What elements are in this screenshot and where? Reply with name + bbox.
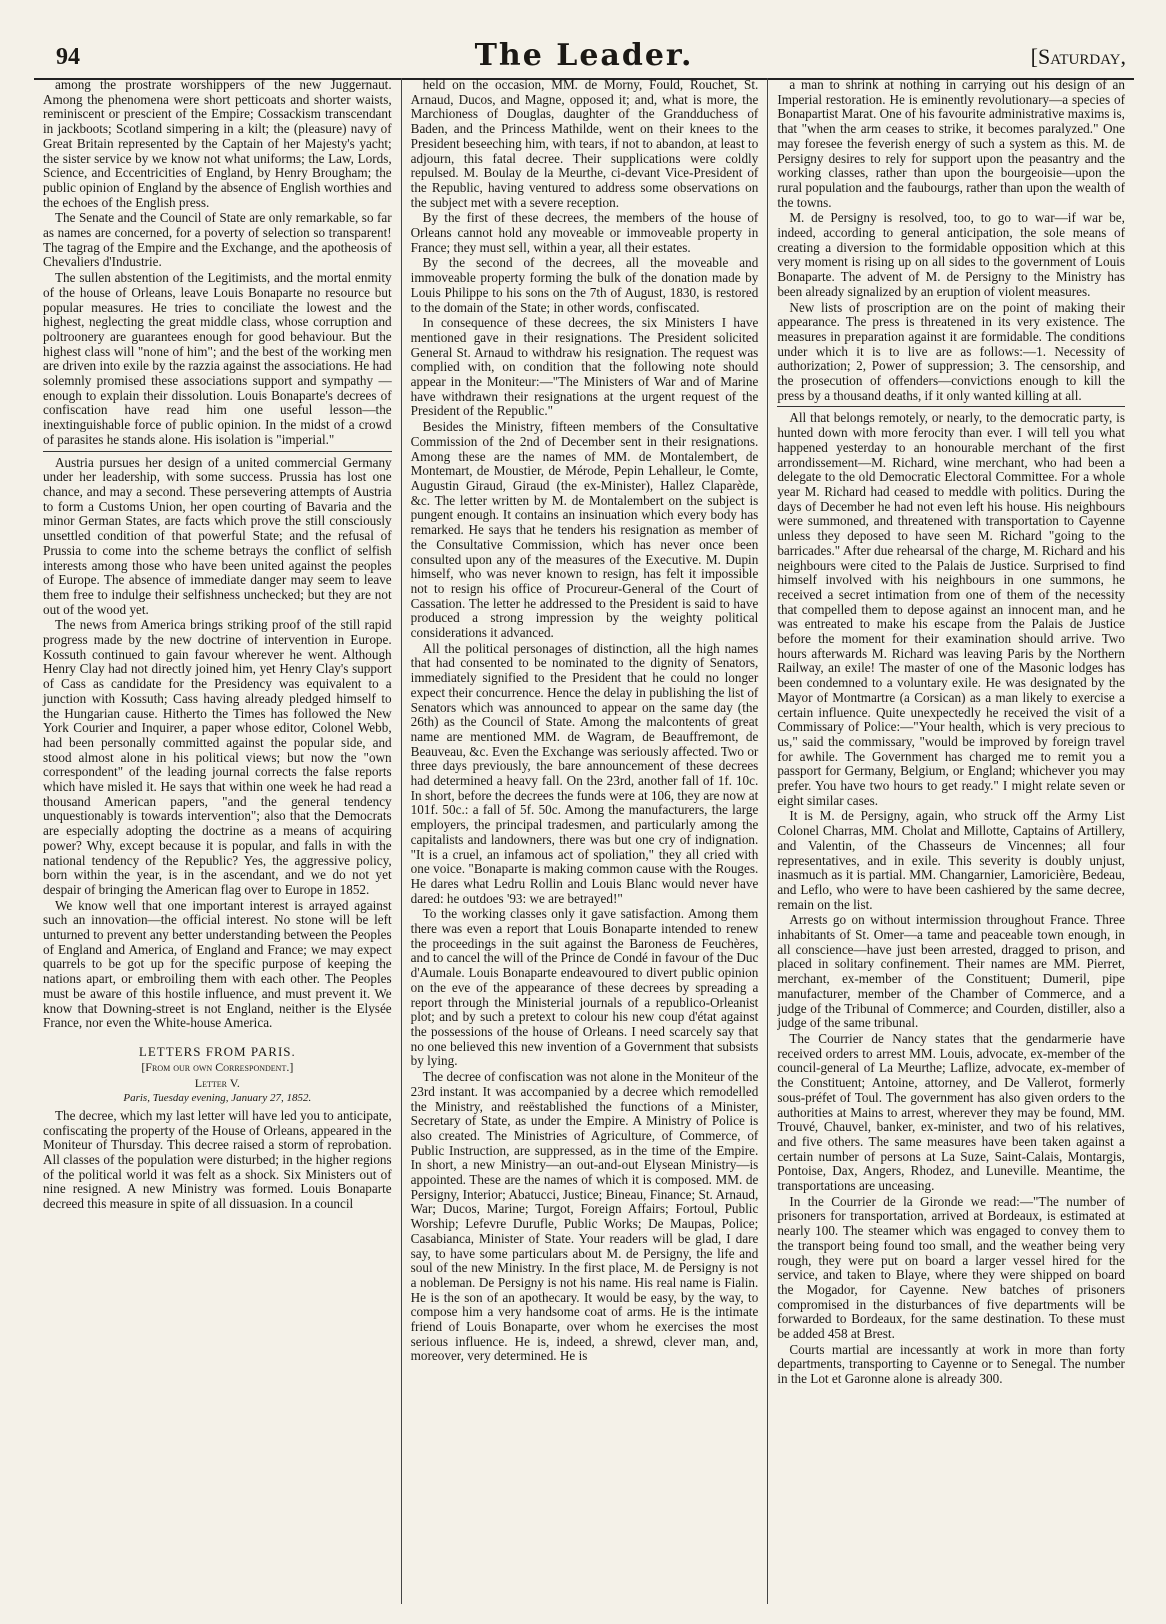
paragraph: Courts martial are incessantly at work in more than forty departments, transporting to Cayenne or to Senegal. The number in the Lot et Garonne alone is already 300. — [777, 1341, 1125, 1387]
article-columns — [34, 78, 1134, 1604]
column-1 — [34, 78, 401, 1604]
paragraph: a man to shrink at nothing in carrying out his design of an Imperial restoration. He is eminently revolutionary—a species of Bonapartist Marat. One of his favourite administrative maxims is, that "when the arm ceases to strike, it becomes paralyzed." One may foresee the feverish energy of such a system as this. M. de Persigny desires to rely for support upon the peasantry and the working classes, rather than upon the bourgeoisie—upon the rural population and the faubourgs, rather than upon the wealth of the towns. — [777, 78, 1125, 210]
dateline: Paris, Tuesday evening, January 27, 1852. — [123, 1092, 312, 1105]
divider — [43, 451, 392, 452]
paragraph: All the political personages of distinction, all the high names that had consented to be nominated to the dignity of Senators, immediately signified to the President that he could no longer expect their concurrence. Hence the delay in publishing the list of Senators which was announced to appear on the same day (the 26th) as the Council of State. Among the malcontents of great name are mentioned MM. de Wagram, de Beauffremont, de Beauveau, &c. Even the Exchange was seriously affected. Two or three days previously, the bare announcement of these decrees had determined a heavy fall. On the 23rd, another fall of 1f. 10c. In short, before the decrees the funds were at 106, they are now at 101f. 50c.: a fall of 5f. 50c. Among the manufacturers, the large employers, the principal tradesmen, and particularly among the capitalists and landowners, there was but one cry of indignation. "It is a cruel, an infamous act of spoliation," they all cried with one voice. "Bonaparte is making common cause with the Rouges. He dares what Ledru Rollin and Louis Blanc would never have dared: he outdoes '93: we are betrayed!" — [410, 640, 759, 906]
masthead — [34, 34, 1134, 80]
paragraph: We know well that one important interest is arrayed against such an innovation—the official interest. No stone will be left unturned to prevent any better understanding between the Peoples of England and America, of England and France; we may expect quarrels to be got up for the specific purpose of keeping the nations apart, or embroiling them with each other. The Peoples must be aware of this hostile influence, and must prevent it. We know that Downing-street is not England, neither is the Elysée France, nor even the White-house America. — [43, 897, 392, 1031]
paragraph: The Senate and the Council of State are only remarkable, so far as names are concerned, for a poverty of selection so transparent! The tagrag of the Empire and the Exchange, and the apotheosis of Chevaliers d'Industrie. — [43, 210, 392, 270]
paragraph: By the second of the decrees, all the moveable and immoveable property forming the bulk of the donation made by Louis Philippe to his sons on the 7th of August, 1830, is restored to the domain of the State; in other words, confiscated. — [410, 255, 759, 315]
paragraph: In the Courrier de la Gironde we read:—"The number of prisoners for transportation, arrived at Bordeaux, is estimated at nearly 100. The steamer which was engaged to convey them to the transport being found too small, and the weather being very rough, they were put on board a larger vessel hired for the service, and taken to Blaye, where they were shipped on board the Mogador, for Cayenne. New batches of prisoners compromised in the disturbances of five departments will be forwarded to Bordeaux, for the same destination. To these must be added 458 at Brest. — [777, 1193, 1125, 1342]
paragraph: The decree of confiscation was not alone in the Moniteur of the 23rd instant. It was accompanied by a decree which remodelled the Ministry, and reëstablished the functions of a Minister, Secretary of State, as under the Empire. A Ministry of Police is also created. The Ministries of Agriculture, of Commerce, of Public Instruction, are suppressed, as in the time of the Empire. In short, a new Ministry—an out-and-out Elysean Ministry—is appointed. These are the names of which it is composed. MM. de Persigny, Interior; Abatucci, Justice; Bineau, Finance; St. Arnaud, War; Ducos, Marine; Turgot, Foreign Affairs; Fortoul, Public Worship; Lefevre Durufle, Public Works; De Maupas, Police; Casabianca, Minister of State. Your readers will be glad, I dare say, to have some particulars about M. de Persigny, the life and soul of the new Ministry. In the first place, M. de Persigny is not a nobleman. De Persigny is not his name. His real name is Fialin. He is the son of an apothecary. It would be easy, by the way, to compose him a very handsome coat of arms. He is the intimate friend of Louis Bonaparte, over whom he exercises the most serious influence. He is, indeed, a shrewd, clever man, and, moreover, very determined. He is — [410, 1069, 759, 1364]
paragraph: Besides the Ministry, fifteen members of the Consultative Commission of the 2nd of December sent in their resignations. Among these are the names of MM. de Montalembert, de Montemart, de Moustier, de Mérode, Pepin Lehalleur, le Comte, Augustin Giraud, Giraud (the ex-Minister), Hallez Claparède, &c. The letter written by M. de Montalembert on the subject is pungent enough. It contains an insinuation which every body has remarked. He says that he tenders his resignation as member of the Consultative Commission, which has never once been consulted upon any of the measures of the Executive. M. Dupin himself, who was never known to resign, has felt it impossible not to resign his office of Procureur-General of the Court of Cassation. The letter he addressed to the President is said to have produced a strong impression by the weighty political considerations it advanced. — [410, 419, 759, 641]
issue-day: [Saturday, — [1030, 44, 1126, 69]
paragraph: The news from America brings striking proof of the still rapid progress made by the new doctrine of intervention in Europe. Kossuth continued to gain favour wherever he went. Although Henry Clay had not directly joined him, yet Henry Clay's support of Cass as candidate for the Presidency was equivalent to a junction with Kossuth; Cass having already pledged himself to the Hungarian cause. Hitherto the Times has followed the New York Courier and Inquirer, a paper whose editor, Colonel Webb, had been personally committed against the popular side, and stood almost alone in his political views; but now the "own correspondent" of the leading journal corrects the false reports which have misled it. He says that within one week he had read a thousand American papers, "and the general tendency unquestionably is towards intervention"; also that the Democrats are especially adopting the doctrine as a means of acquiring power? Why, except because it is popular, and falls in with the national tendency of the Republic? Yes, the aggressive policy, born within the year, is in the ascendant, and we do not yet despair of bringing the American flag over to Europe in 1852. — [43, 617, 392, 897]
divider — [777, 406, 1125, 407]
paragraph: Austria pursues her design of a united commercial Germany under her leadership, with some success. Prussia has lost one chance, and may a second. These persevering attempts of Austria to form a Customs Union, her open courting of Bavaria and the minor German States, are facts which prove the still consciously unsettled condition of that powerful State; and the refusal of Prussia to come into the scheme betrays the conflict of selfish interests among those who have been united against the peoples of Europe. The absence of immediate danger may seem to leave them free to indulge their selfishness unchecked; but they are not out of the wood yet. — [43, 454, 392, 617]
paragraph: held on the occasion, MM. de Morny, Fould, Rouchet, St. Arnaud, Ducos, and Magne, opposed it; and, what is more, the Marchioness of Douglas, daughter of the Grandduchess of Baden, and the Princess Mathilde, went on their knees to the President beseeching him, with tears, if not to abandon, at least to adjourn, this fatal decree. Their supplications were coldly repulsed. M. Boulay de la Meurthe, ci-devant Vice-President of the Republic, having ventured to address some observations on the subject met with a severe reception. — [410, 78, 759, 210]
section-heading: LETTERS FROM PARIS. — [138, 1044, 296, 1059]
page-number: 94 — [56, 44, 80, 70]
letter-number: Letter V. — [194, 1076, 240, 1091]
paragraph: Arrests go on without intermission throughout France. Three inhabitants of St. Omer—a tame and peaceable town enough, in all conscience—have just been arrested, dragged to prison, and placed in solitary confinement. Their names are MM. Pierret, merchant, ex-member of the Constituent; Dumeril, pipe manufacturer, member of the Chamber of Commerce, and a judge of the Tribunal of Commerce; and Courden, distiller, also a judge of the same tribunal. — [777, 912, 1125, 1031]
paragraph: It is M. de Persigny, again, who struck off the Army List Colonel Charras, MM. Cholat and Millotte, Captains of Artillery, and Valentin, of the Chasseurs de Vincennes; all four representatives, and in exile. This severity is doubly unjust, inasmuch as it is partial. MM. Changarnier, Lamoricière, Bedeau, and Leflo, who were to have been cashiered by the same decree, remain on the list. — [777, 808, 1125, 912]
column-2 — [401, 78, 768, 1604]
paragraph: New lists of proscription are on the point of making their appearance. The press is threatened in its very existence. The measures in preparation against it are formidable. The conditions under which it is to live are as follows:—1. Necessity of authorization; 2, Power of suppression; 3. The censorship, and the prosecution of offenders—convictions enough to kill the press by a thousand deaths, if it only wanted killing at all. — [777, 299, 1125, 403]
section-byline: [From our own Correspondent.] — [141, 1059, 294, 1074]
newspaper-title: The Leader. — [474, 38, 694, 73]
paragraph: To the working classes only it gave satisfaction. Among them there was even a report that Louis Bonaparte intended to renew the proceedings in the suit against the Baroness de Feuchères, and to cancel the will of the Prince de Condé in favour of the Duc d'Aumale. Louis Bonaparte endeavoured to divert public opinion on the eve of the appearance of these decrees by spreading a report through the Ministerial journals of a republico-Orleanist plot; and by such a pretext to colour his new coup d'état against the possessions of the house of Orleans. I need scarcely say that no one believed this new invention of a Government that subsists by lying. — [410, 906, 759, 1069]
column-3 — [767, 78, 1134, 1604]
paragraph: The decree, which my last letter will have led you to anticipate, confiscating the property of the House of Orleans, appeared in the Moniteur of Thursday. This decree raised a storm of reprobation. All classes of the population were disturbed; in the higher regions of the political world it was felt as a shock. Six Ministers out of nine resigned. A new Ministry was formed. Louis Bonaparte decreed this measure in spite of all dissuasion. In a council — [43, 1107, 392, 1212]
paragraph: among the prostrate worshippers of the new Juggernaut. Among the phenomena were short petticoats and shorter waists, reminiscent or prescient of the Empire; Cossackism transcendant in jackboots; Scotland simpering in a kilt; the (pleasure) navy of Great Britain represented by the Captain of her Majesty's yacht; the sister service by we know not what uniforms; the Law, Lords, Science, and Eccentricities of England, by Henry Brougham; the public opinion of England by the absence of English worthies and the echoes of the English press. — [43, 78, 392, 210]
paragraph: The Courrier de Nancy states that the gendarmerie have received orders to arrest MM. Louis, advocate, ex-member of the council-general of La Meurthe; Laflize, advocate, ex-member of the Constituent; Antoine, attorney, and De Vallerot, formerly sous-préfet of Toul. The government has also given orders to the authorities at Mains to arrest, wherever they may be found, MM. Trouvé, Chauvel, banker, ex-minister, and two of his relatives, and five others. The same measures have been taken against a certain number of persons at La Suze, Saint-Calais, Montargis, Pontoise, Dax, Angers, Rhodez, and Luneville. Meantime, the transportations are unceasing. — [777, 1031, 1125, 1194]
paragraph: In consequence of these decrees, the six Ministers I have mentioned gave in their resignations. The President solicited General St. Arnaud to withdraw his resignation. The request was complied with, on condition that the following note should appear in the Moniteur:—"The Ministers of War and of Marine have withdrawn their resignations at the urgent request of the President of the Republic." — [410, 315, 759, 419]
paragraph: The sullen abstention of the Legitimists, and the mortal enmity of the house of Orleans, leave Louis Bonaparte no resource but popular measures. He tries to conciliate the lowest and the highest, neglecting the great middle class, whose corruption and poltroonery are guarantees enough for good behaviour. But the highest class will "none of him"; and the best of the working men are driven into exile by the razzia against the associations. He had solemnly promised these associations support and sympathy — enough to explain their dissolution. Louis Bonaparte's decrees of confiscation have read him one useful lesson—the inextinguishable force of public opinion. In the midst of a crowd of parasites he stands alone. His isolation is "imperial." — [43, 270, 392, 447]
paragraph: By the first of these decrees, the members of the house of Orleans cannot hold any moveable or immoveable property in France; they must sell, within a year, all their estates. — [410, 210, 759, 255]
paragraph: All that belongs remotely, or nearly, to the democratic party, is hunted down with more ferocity than ever. I will tell you what happened yesterday to an honourable merchant of the first arrondissement—M. Richard, wine merchant, who had been a delegate to the old Democratic Electoral Committee. For a whole year M. Richard had ceased to meddle with politics. During the days of December he had not even left his house. His neighbours were summoned, and threatened with transportation to Cayenne unless they deposed to have seen M. Richard "going to the barricades." After due rehearsal of the charge, M. Richard and his neighbours were cited to the Palais de Justice. Surprised to find himself involved with his neighbours in one summons, he received a secret intimation from one of them of the necessity that compelled them to depose against an innocent man, and he was entreated to make his escape from the Palais de Justice before the moment for their examination should arrive. Two hours afterwards M. Richard was leaving Paris by the Northern Railway, an exile! The master of one of the Masonic lodges has been condemned to a voluntary exile. He was designated by the Mayor of Montmartre (a Corsican) as a man likely to exercise a certain influence. Quite unexpectedly he received the visit of a Commissary of Police:—"Your health, which is very precious to us," said the commissary, "would be improved by foreign travel for awhile. The Government has charged me to remit you a passport for Germany, Belgium, or England; whichever you may prefer. You have two hours to get ready." I might relate seven or eight similar cases. — [777, 410, 1125, 808]
paragraph: M. de Persigny is resolved, too, to go to war—if war be, indeed, according to general anticipation, the sole means of creating a diversion to the formidable opposition which at this very moment is rising up on all sides to the government of Louis Bonaparte. The advent of M. de Persigny to the Ministry has been already signalized by an eruption of violent measures. — [777, 210, 1125, 299]
